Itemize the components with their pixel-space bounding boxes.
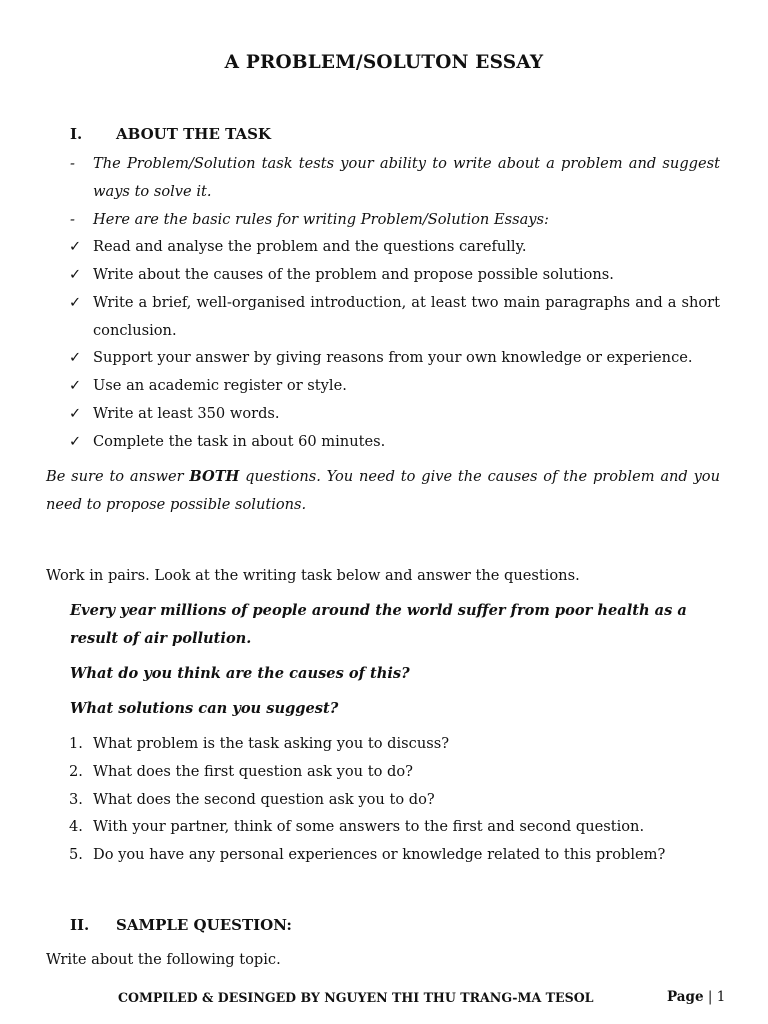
question-item xyxy=(69,786,720,814)
rule-item xyxy=(69,261,720,289)
rule-item xyxy=(69,289,720,345)
section-1-heading xyxy=(70,125,271,143)
document-title: A PROBLEM/SOLUTON ESSAY xyxy=(224,52,544,73)
note-rest: questions. You need to give the causes of the problem and you need to propose possible solutions. xyxy=(46,468,720,513)
intro-item-2-text: Here are the basic rules for writing Problem/Solution Essays: xyxy=(93,211,549,228)
task-question-1: What do you think are the causes of this? xyxy=(70,665,410,682)
rule-item xyxy=(69,344,720,372)
section-2-heading xyxy=(70,916,292,934)
section-1-title: ABOUT THE TASK xyxy=(116,125,271,143)
question-item xyxy=(69,813,720,841)
check-icon: ✓ xyxy=(69,349,82,366)
question-text: What does the first question ask you to do? xyxy=(93,763,413,780)
section-1-number: I. xyxy=(70,125,83,143)
question-text: With your partner, think of some answers to the first and second question. xyxy=(93,818,645,835)
rule-text: Write at least 350 words. xyxy=(93,405,280,422)
footer-credit: COMPILED & DESINGED BY NGUYEN THI THU TRANG-MA TESOL xyxy=(118,990,594,1005)
answer-both-note xyxy=(46,463,720,519)
question-text: What does the second question ask you to do? xyxy=(93,791,435,808)
question-number: 1. xyxy=(69,735,83,752)
rule-text: Write about the causes of the problem and propose possible solutions. xyxy=(93,266,614,283)
rule-item xyxy=(69,400,720,428)
intro-item-2 xyxy=(70,206,720,234)
question-number: 3. xyxy=(69,791,83,808)
check-icon: ✓ xyxy=(69,238,82,255)
rule-text: Complete the task in about 60 minutes. xyxy=(93,433,386,450)
question-number: 4. xyxy=(69,818,83,835)
task-question-2: What solutions can you suggest? xyxy=(70,700,339,717)
rule-item xyxy=(69,372,720,400)
rule-item xyxy=(69,233,720,261)
rule-text: Read and analyse the problem and the questions carefully. xyxy=(93,238,527,255)
question-text: Do you have any personal experiences or knowledge related to this problem? xyxy=(93,846,666,863)
question-text: What problem is the task asking you to discuss? xyxy=(93,735,450,752)
rule-text: Write a brief, well-organised introduction, at least two main paragraphs and a short conclusion. xyxy=(93,294,720,339)
rule-text: Use an academic register or style. xyxy=(93,377,347,394)
page-number: 1 xyxy=(716,989,726,1005)
check-icon: ✓ xyxy=(69,405,82,422)
rule-text: Support your answer by giving reasons from your own knowledge or experience. xyxy=(93,349,693,366)
pair-work-instruction: Work in pairs. Look at the writing task below and answer the questions. xyxy=(46,567,580,584)
question-number: 5. xyxy=(69,846,83,863)
check-icon: ✓ xyxy=(69,266,82,283)
section-2-text: Write about the following topic. xyxy=(46,951,281,968)
section-2-number: II. xyxy=(70,916,90,934)
dash-marker: - xyxy=(70,211,75,228)
dash-marker: - xyxy=(70,155,75,172)
check-icon: ✓ xyxy=(69,433,82,450)
question-item xyxy=(69,730,720,758)
section-2-title: SAMPLE QUESTION: xyxy=(116,916,292,934)
task-statement: Every year millions of people around the world suffer from poor health as a result of air pollution. xyxy=(70,602,687,647)
check-icon: ✓ xyxy=(69,294,82,311)
intro-item-1 xyxy=(70,150,720,206)
note-lead: Be sure to answer xyxy=(46,468,190,485)
page-number-footer xyxy=(667,989,725,1005)
question-item xyxy=(69,841,720,869)
page-separator: | xyxy=(703,989,717,1005)
check-icon: ✓ xyxy=(69,377,82,394)
note-emphasis: BOTH xyxy=(189,468,240,485)
question-number: 2. xyxy=(69,763,83,780)
rule-item xyxy=(69,428,720,456)
intro-item-1-text: The Problem/Solution task tests your ability to write about a problem and suggest ways to solve it. xyxy=(93,155,720,200)
page-label: Page xyxy=(667,989,704,1005)
question-item xyxy=(69,758,720,786)
